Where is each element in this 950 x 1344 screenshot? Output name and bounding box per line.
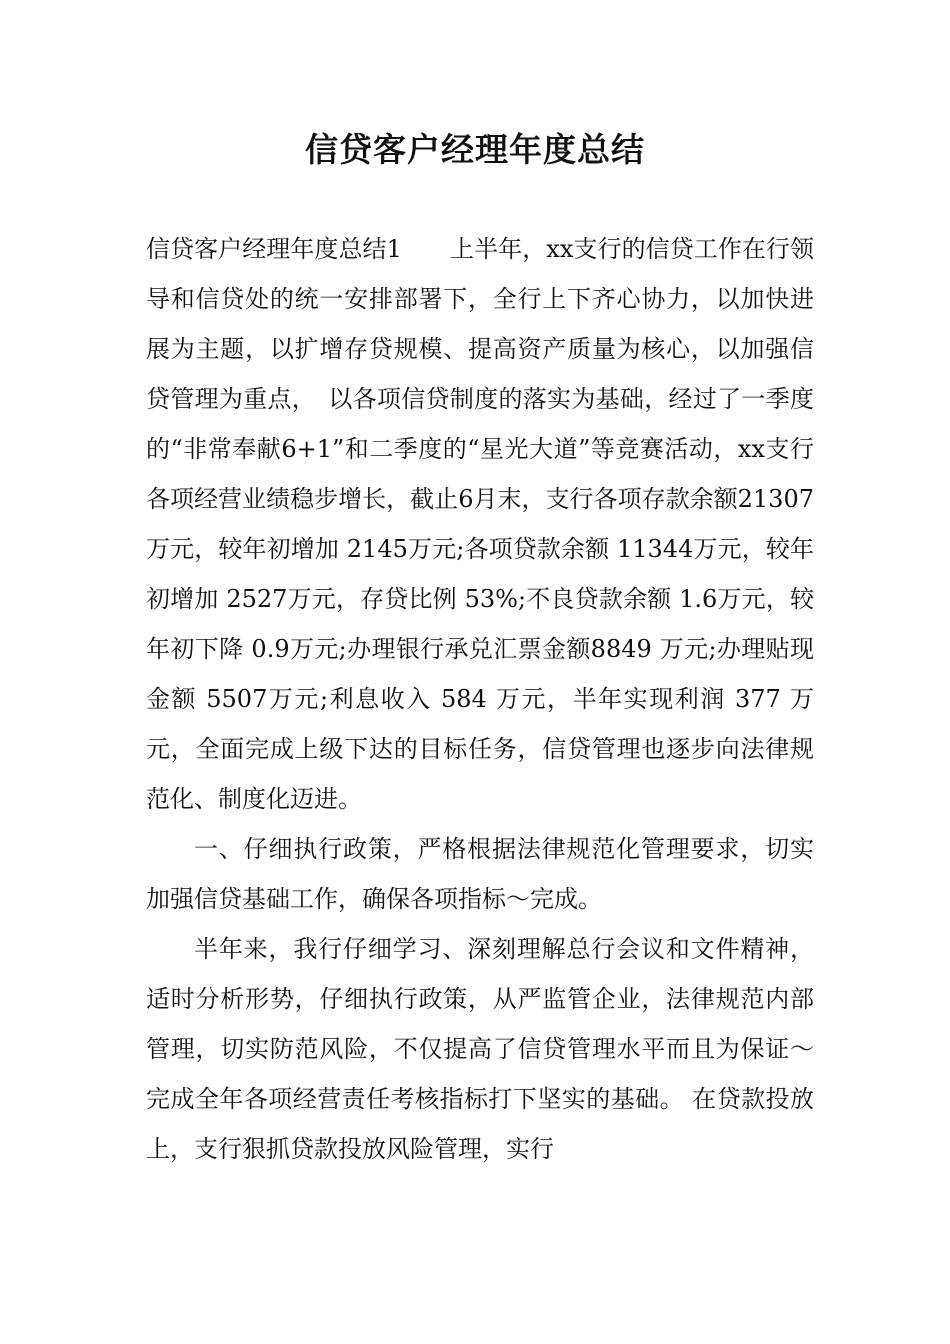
document-title: 信贷客户经理年度总结	[305, 130, 645, 169]
paragraph-3: 半年来，我行仔细学习、深刻理解总行会议和文件精神，适时分析形势，仔细执行政策，从严监管企业，法律规范内部管理，切实防范风险，不仅提高了信贷管理水平而且为保证～完成全年各项经营责任考核指标打下坚实的基础。 在贷款投放上，支行狠抓贷款投放风险管理，实行	[146, 935, 814, 1163]
document-body	[146, 224, 814, 1174]
paragraph-1: 信贷客户经理年度总结1 上半年，xx支行的信贷工作在行领导和信贷处的统一安排部署下，全行上下齐心协力，以加快进展为主题，以扩增存贷规模、提高资产质量为核心，以加强信贷管理为重点， 以各项信贷制度的落实为基础，经过了一季度的“非常奉献6+1”和二季度的“星光大道”等竞赛活动，xx支行各项经营业绩稳步增长，截止6月末，支行各项存款余额21307万元，较年初增加 2145万元;各项贷款余额 11344万元，较年初增加 2527万元，存贷比例 53%;不良贷款余额 1.6万元，较年初下降 0.9万元;办理银行承兑汇票金额8849 万元;办理贴现金额 5507万元;利息收入 584 万元，半年实现利润 377 万元，全面完成上级下达的目标任务，信贷管理也逐步向法律规范化、制度化迈进。	[146, 235, 814, 813]
paragraph-2: 一、仔细执行政策，严格根据法律规范化管理要求，切实加强信贷基础工作，确保各项指标～完成。	[146, 835, 814, 913]
